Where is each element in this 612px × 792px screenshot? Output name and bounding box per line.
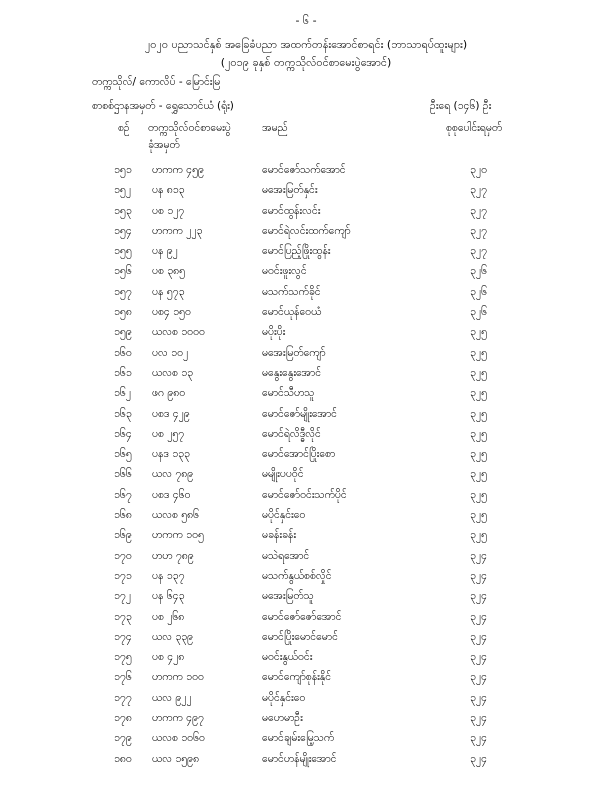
university-line: တက္ကသိုလ်/ ကောလိပ် - မြောင်းမြ [92,76,221,88]
candidate-name-cell: မောင်ဇော်သက်အောင် [262,164,346,176]
total-mark-cell: ၃၂၅ [470,427,487,440]
table-row [0,692,612,712]
table-row [0,387,612,407]
roll-number-cell: ဟကက ၁၀၀ [152,671,204,684]
total-mark-cell: ၃၂၅ [470,366,487,379]
table-row [0,590,612,610]
table-row [0,164,612,184]
candidate-name-cell: မောင်သီဟသူ [262,387,315,400]
total-mark-cell: ၃၂၅ [470,529,487,542]
column-header-roll: တက္ကသိုလ်ဝင်စာမေးပွဲ [148,122,231,134]
results-table [0,164,612,773]
serial-number-cell: ၁၇၃ [114,610,132,623]
roll-number-cell: ဟကက ၂၂၃ [152,224,203,237]
serial-number-cell: ၁၇၀ [114,549,132,562]
total-mark-cell: ၃၂၆ [470,265,487,278]
table-row [0,306,612,326]
candidate-count: ဦးရေ (၁၄၆) ဦး [430,100,492,112]
table-row [0,245,612,265]
candidate-name-cell: မောင်ချမ်းမြေ့သက် [262,732,335,745]
candidate-name-cell: မောင်ကျော်စုန်းနိုင် [262,671,332,684]
serial-number-cell: ၁၇၅ [114,651,132,664]
candidate-name-cell: မောင်ရဲလင်းထက်ကျော် [262,224,351,237]
total-mark-cell: ၃၂၆ [470,285,487,298]
candidate-name-cell: မနွေးနွေးအောင် [262,366,322,379]
serial-number-cell: ၁၈၀ [114,752,132,765]
serial-number-cell: ၁၆၄ [114,427,132,440]
table-row [0,205,612,225]
table-row [0,408,612,428]
table-row [0,631,612,651]
roll-number-cell: ယလ ၇၈၉ [152,468,194,481]
table-row [0,468,612,488]
serial-number-cell: ၁၅၉ [114,326,132,339]
total-mark-cell: ၃၂၄ [470,752,487,765]
table-row [0,550,612,570]
serial-number-cell: ၁၅၅ [114,245,132,258]
roll-number-cell: ပလ ၁၀၂ [152,346,189,359]
total-mark-cell: ၃၂၅ [470,326,487,339]
serial-number-cell: ၁၅၂ [114,184,131,197]
candidate-name-cell: မောင်ယုန်ဝေယံ [262,306,322,319]
roll-number-cell: ပစဒ ၄၂၉ [152,407,190,420]
total-mark-cell: ၃၂၇ [470,224,487,237]
roll-number-cell: ယလ ၉၂၂ [152,691,192,704]
page-number: - ၆ - [295,14,317,27]
total-mark-cell: ၃၂၄ [470,569,487,582]
total-mark-cell: ၃၂၆ [470,306,487,319]
table-row [0,611,612,631]
table-row [0,489,612,509]
serial-number-cell: ၁၇၈ [114,712,132,725]
serial-number-cell: ၁၆၈ [114,509,132,522]
column-header-roll-line2: ခုံအမှတ် [148,139,180,151]
serial-number-cell: ၁၇၇ [114,691,132,704]
roll-number-cell: ယလစ ၅၈၆ [152,509,200,522]
roll-number-cell: ပစ ၄၂၈ [152,651,185,664]
exam-centre-label: စာစစ်ဌာနအမှတ် - ရွှေသောင်ယံ (ရုံး) [92,100,234,112]
roll-number-cell: ပစဒ ၄၆၀ [152,488,191,501]
candidate-name-cell: မောင်ပြည့်ဖြိုးထွန်း [262,245,331,258]
roll-number-cell: ပစ ၃၈၅ [152,265,186,278]
table-row [0,326,612,346]
total-mark-cell: ၃၂၄ [470,630,487,643]
total-mark-cell: ၃၂၅ [470,468,487,481]
candidate-name-cell: မောင်ဇော်ဝင်းသက်ပိုင် [262,488,347,501]
roll-number-cell: ပန ၉၂ [152,245,178,258]
roll-number-cell: ယလစ ၁၃ [152,366,194,379]
total-mark-cell: ၃၂၇ [470,204,487,217]
serial-number-cell: ၁၅၇ [114,285,132,298]
candidate-name-cell: မောင်ရဲလိဒ္ဓီလိုင် [262,427,321,440]
total-mark-cell: ၃၂၄ [470,590,487,603]
serial-number-cell: ၁၆၃ [114,407,132,420]
total-mark-cell: ၃၂၇ [470,245,487,258]
serial-number-cell: ၁၆၇ [114,488,132,501]
serial-number-cell: ၁၇၆ [114,671,132,684]
roll-number-cell: ပန ၆၄၃ [152,590,185,603]
roll-number-cell: ယလ ၁၅၉၈ [152,752,200,765]
candidate-name-cell: မဝင်းနွယ်ဝင်း [262,651,313,664]
candidate-name-cell: မောင်ထွန်းလင်း [262,204,321,217]
candidate-name-cell: မမျိုးပပဝိုင် [262,468,304,481]
total-mark-cell: ၃၂၄ [470,732,487,745]
serial-number-cell: ၁၅၁ [114,164,132,176]
roll-number-cell: ပန ၅၇၃ [152,285,185,298]
table-row [0,671,612,691]
roll-number-cell: ယလ ၃၃၉ [152,630,194,643]
total-mark-cell: ၃၂၄ [470,671,487,684]
candidate-name-cell: မအေးမြတ်နှင်း [262,184,318,197]
candidate-name-cell: မောင်ဇော်မျိုးအောင် [262,407,338,420]
candidate-name-cell: မသဲရအောင် [262,549,310,562]
roll-number-cell: ဟဟ ၇၈၉ [152,549,194,562]
total-mark-cell: ၃၂၄ [470,610,487,623]
serial-number-cell: ၁၆၀ [114,346,132,359]
document-title: ၂၀၂၀ ပညာသင်နှစ် အခြေခံပညာ အထက်တန်းအောင်စာရင်း (ဘာသာရပ်ထူးများ) [144,38,468,51]
table-row [0,509,612,529]
table-row [0,265,612,285]
serial-number-cell: ၁၇၁ [114,569,132,582]
table-row [0,651,612,671]
total-mark-cell: ၃၂၄ [470,691,487,704]
column-header-name: အမည် [262,122,288,134]
roll-number-cell: ယလစ ၁၀၀၀ [152,326,205,339]
total-mark-cell: ၃၂၀ [470,164,487,176]
table-row [0,570,612,590]
candidate-name-cell: မောင်ဟန်မျိုးအောင် [262,752,337,765]
roll-number-cell: ပစ ၂၆၈ [152,610,185,623]
total-mark-cell: ၃၂၅ [470,509,487,522]
table-row [0,286,612,306]
serial-number-cell: ၁၅၃ [114,204,132,217]
candidate-name-cell: မသက်သက်ခိုင် [262,285,321,298]
roll-number-cell: ပန ၁၃၇ [152,569,185,582]
total-mark-cell: ၃၂၄ [470,549,487,562]
column-header-total-mark: စုစုပေါင်းရမှတ် [446,122,503,134]
table-row [0,347,612,367]
roll-number-cell: ပန ၈၁၃ [152,184,185,197]
serial-number-cell: ၁၅၈ [114,306,132,319]
total-mark-cell: ၃၂၄ [470,651,487,664]
serial-number-cell: ၁၇၂ [114,590,131,603]
roll-number-cell: ပစ ၁၂၇ [152,204,185,217]
candidate-name-cell: မဟေမာဦး [262,712,303,725]
serial-number-cell: ၁၅၆ [114,265,132,278]
total-mark-cell: ၃၂၅ [470,488,487,501]
roll-number-cell: ပစ ၂၅၇ [152,427,185,440]
table-row [0,712,612,732]
roll-number-cell: ဟကက ၁၀၅ [152,529,204,542]
candidate-name-cell: မအေးမြတ်ကျော် [262,346,326,359]
table-row [0,448,612,468]
column-header-serial: စဉ် [118,122,130,134]
candidate-name-cell: မောင်ပြိုးမောင်မောင် [262,630,338,643]
table-row [0,184,612,204]
serial-number-cell: ၁၆၅ [114,448,132,461]
candidate-name-cell: မပိုင်နှင်းဝေ [262,509,306,522]
candidate-name-cell: မခန်းခန်း [262,529,297,542]
table-row [0,367,612,387]
roll-number-cell: ပစ၄ ၁၅၀ [152,306,191,319]
roll-number-cell: ဟကက ၄၅၉ [152,164,204,176]
candidate-name-cell: မောင်ဇော်ဇော်အောင် [262,610,342,623]
candidate-name-cell: မအေးမြတ်သူ [262,590,314,603]
serial-number-cell: ၁၇၉ [114,732,132,745]
total-mark-cell: ၃၂၇ [470,184,487,197]
candidate-name-cell: မပိုးပိုး [262,326,286,339]
candidate-name-cell: မသက်နွယ်စစ်လှိုင် [262,569,332,582]
roll-number-cell: ဖဂ ၉၈၀ [152,387,186,400]
total-mark-cell: ၃၂၅ [470,387,487,400]
candidate-name-cell: မပိုင်နှင်းဝေ [262,691,306,704]
candidate-name-cell: မဝင်းဖူးလွင် [262,265,307,278]
table-row [0,529,612,549]
candidate-name-cell: မောင်အောင်ပြိုးစော [262,448,336,461]
total-mark-cell: ၃၂၅ [470,346,487,359]
total-mark-cell: ၃၂၅ [470,407,487,420]
total-mark-cell: ၃၂၄ [470,712,487,725]
table-row [0,225,612,245]
serial-number-cell: ၁၆၁ [114,366,132,379]
serial-number-cell: ၁၅၄ [114,224,132,237]
roll-number-cell: ယလစ ၁၀၆၀ [152,732,205,745]
table-row [0,732,612,752]
serial-number-cell: ၁၆၉ [114,529,132,542]
serial-number-cell: ၁၇၄ [114,630,132,643]
document-subtitle: (၂၀၁၉ ခုနှစ် တက္ကသိုလ်ဝင်စာမေးပွဲအောင်) [220,56,392,69]
roll-number-cell: ဟကက ၄၉၇ [152,712,204,725]
total-mark-cell: ၃၂၅ [470,448,487,461]
serial-number-cell: ၁၆၂ [114,387,131,400]
table-row [0,428,612,448]
roll-number-cell: ပနဒ ၁၃၃ [152,448,190,461]
serial-number-cell: ၁၆၆ [114,468,132,481]
table-row [0,753,612,773]
